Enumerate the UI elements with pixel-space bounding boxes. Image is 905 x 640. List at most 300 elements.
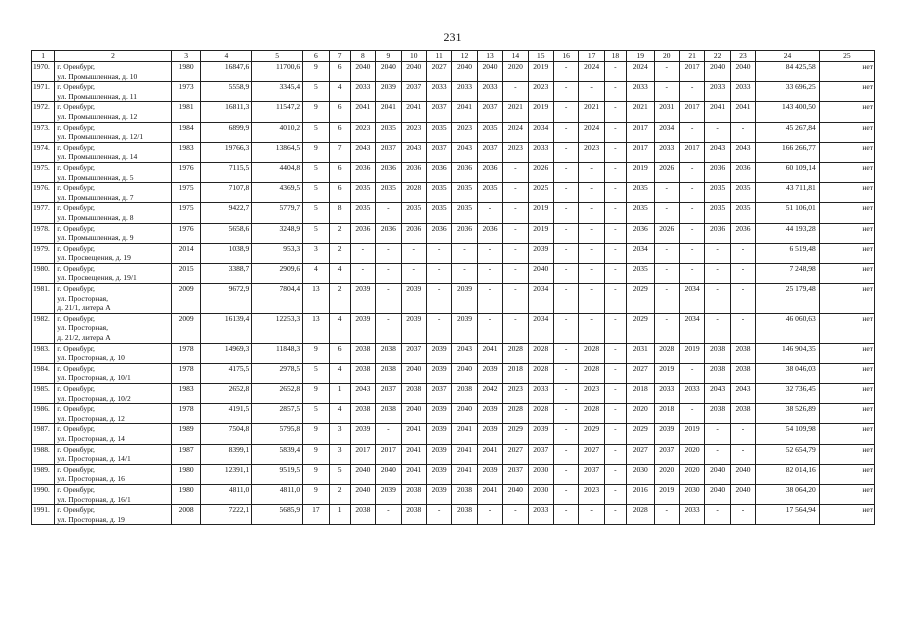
data-cell: 2033 (528, 505, 553, 525)
data-cell: 7115,5 (201, 162, 252, 182)
data-cell: 5839,4 (252, 444, 303, 464)
data-cell: 1983 (171, 384, 201, 404)
data-cell: 2039 (350, 284, 375, 314)
data-cell: 2035 (705, 183, 730, 203)
data-cell: 2040 (452, 363, 477, 383)
address-cell (55, 284, 171, 314)
address-line: г. Оренбург, (57, 102, 95, 112)
data-cell: 7 (329, 142, 350, 162)
address-cell (55, 82, 171, 102)
data-cell: 13864,5 (252, 142, 303, 162)
data-cell: 2036 (452, 223, 477, 243)
data-cell: 2039 (426, 464, 451, 484)
data-cell: - (705, 444, 730, 464)
data-cell: 2909,6 (252, 263, 303, 283)
data-cell: - (553, 464, 578, 484)
data-cell: 2043 (705, 384, 730, 404)
address-line: г. Оренбург, (57, 505, 95, 515)
data-cell: 2039 (477, 424, 502, 444)
address-line: ул. Просторная, д. 14/1 (57, 454, 131, 464)
data-cell: 2027 (503, 444, 528, 464)
data-cell: 2039 (376, 484, 401, 504)
data-cell: 14969,3 (201, 343, 252, 363)
data-cell: 2040 (705, 464, 730, 484)
data-cell: 2043 (350, 384, 375, 404)
data-cell: 2041 (477, 444, 502, 464)
data-cell: - (604, 183, 626, 203)
data-cell: 2035 (426, 122, 451, 142)
data-cell: нет (819, 464, 874, 484)
data-cell: 2039 (401, 313, 426, 343)
data-cell: 2027 (426, 62, 451, 82)
data-cell: 2019 (679, 424, 704, 444)
data-cell: 2021 (503, 102, 528, 122)
column-header: 14 (503, 51, 528, 62)
data-cell: 2034 (679, 284, 704, 314)
address-line: ул. Просторная, д. 10/1 (57, 373, 131, 383)
data-cell: 9 (303, 444, 329, 464)
data-cell: - (705, 313, 730, 343)
data-cell: 6 (329, 122, 350, 142)
data-cell: 2036 (730, 162, 755, 182)
row-number: 1986. (32, 404, 55, 424)
data-cell: - (705, 424, 730, 444)
data-cell: 2025 (528, 183, 553, 203)
address-line: ул. Промышленная, д. 8 (57, 212, 134, 222)
data-cell: 2041 (452, 102, 477, 122)
address-cell (55, 444, 171, 464)
data-cell: нет (819, 122, 874, 142)
address-line: г. Оренбург, (57, 404, 95, 414)
data-cell: 5658,6 (201, 223, 252, 243)
row-number: 1981. (32, 284, 55, 314)
data-cell: 2 (329, 284, 350, 314)
data-cell: - (452, 243, 477, 263)
data-cell: 4191,5 (201, 404, 252, 424)
data-cell: 2039 (426, 363, 451, 383)
data-cell: 5795,8 (252, 424, 303, 444)
data-cell: - (553, 162, 578, 182)
data-cell: 2039 (528, 424, 553, 444)
data-cell: 2020 (627, 404, 655, 424)
data-cell: 17 564,94 (756, 505, 820, 525)
data-cell: 2034 (627, 243, 655, 263)
data-cell: 2023 (401, 122, 426, 142)
data-cell: - (604, 122, 626, 142)
data-cell: 2033 (705, 82, 730, 102)
address-line: д. 21/2, литера А (57, 333, 111, 343)
data-cell: - (553, 82, 578, 102)
data-cell: 32 736,45 (756, 384, 820, 404)
data-cell: 11700,6 (252, 62, 303, 82)
data-cell: 2029 (627, 424, 655, 444)
data-cell: - (604, 384, 626, 404)
data-cell: 6 (329, 183, 350, 203)
data-cell: - (553, 183, 578, 203)
data-cell: 6 (329, 343, 350, 363)
column-header: 5 (252, 51, 303, 62)
address-line: ул. Промышленная, д. 9 (57, 233, 134, 243)
data-cell: 2033 (679, 505, 704, 525)
data-cell: 6899,9 (201, 122, 252, 142)
column-header: 2 (55, 51, 171, 62)
data-cell: 19766,3 (201, 142, 252, 162)
data-cell: 9 (303, 343, 329, 363)
data-cell: 2037 (426, 142, 451, 162)
data-cell: 7107,8 (201, 183, 252, 203)
data-cell: 2036 (426, 162, 451, 182)
data-cell: 5 (303, 183, 329, 203)
data-cell: 2038 (401, 384, 426, 404)
data-cell: 2016 (627, 484, 655, 504)
data-cell: 16139,4 (201, 313, 252, 343)
data-cell: 2034 (528, 122, 553, 142)
data-cell: - (376, 203, 401, 223)
data-cell: 7504,8 (201, 424, 252, 444)
data-cell: нет (819, 384, 874, 404)
data-cell: 2040 (730, 464, 755, 484)
data-cell: - (477, 284, 502, 314)
data-cell: 3 (329, 444, 350, 464)
data-cell: 2039 (426, 424, 451, 444)
data-cell: 2028 (579, 363, 604, 383)
address-cell (55, 313, 171, 343)
data-cell: 43 711,81 (756, 183, 820, 203)
data-cell: 1976 (171, 223, 201, 243)
data-cell: 9 (303, 384, 329, 404)
data-cell: - (604, 505, 626, 525)
data-cell: 2038 (350, 505, 375, 525)
data-cell: 2035 (477, 122, 502, 142)
data-cell: - (376, 424, 401, 444)
row-number: 1979. (32, 243, 55, 263)
data-cell: 2036 (350, 162, 375, 182)
table-row (32, 162, 875, 182)
data-cell: - (503, 183, 528, 203)
data-cell: 2036 (350, 223, 375, 243)
data-cell: 2033 (654, 384, 679, 404)
data-cell: 2041 (401, 102, 426, 122)
table-row (32, 102, 875, 122)
data-cell: 2039 (426, 484, 451, 504)
data-cell: 2039 (376, 82, 401, 102)
data-cell: - (579, 505, 604, 525)
data-cell: 2035 (401, 203, 426, 223)
data-cell: 2034 (654, 122, 679, 142)
data-cell: - (503, 82, 528, 102)
table-row (32, 284, 875, 314)
data-cell: 2041 (477, 343, 502, 363)
data-cell: 52 654,79 (756, 444, 820, 464)
address-line: г. Оренбург, (57, 203, 95, 213)
data-cell: 2029 (503, 424, 528, 444)
data-cell: 2038 (705, 343, 730, 363)
row-number: 1978. (32, 223, 55, 243)
data-cell: 4811,0 (201, 484, 252, 504)
data-cell: - (604, 203, 626, 223)
data-cell: 2043 (350, 142, 375, 162)
data-cell: 2019 (627, 162, 655, 182)
data-cell: 9 (303, 62, 329, 82)
address-line: г. Оренбург, (57, 263, 95, 273)
data-cell: - (604, 263, 626, 283)
data-cell: 4811,0 (252, 484, 303, 504)
data-cell: 2021 (579, 102, 604, 122)
data-cell: 2020 (679, 464, 704, 484)
data-cell: 13 (303, 313, 329, 343)
data-cell: - (604, 343, 626, 363)
column-header: 23 (730, 51, 755, 62)
data-cell: 2033 (528, 384, 553, 404)
row-number: 1990. (32, 484, 55, 504)
data-cell: 2040 (376, 62, 401, 82)
data-cell: нет (819, 203, 874, 223)
address-line: ул. Промышленная, д. 12/1 (57, 132, 144, 142)
table-row (32, 243, 875, 263)
address-line: ул. Просторная, д. 19 (57, 514, 125, 524)
data-cell: 2039 (426, 343, 451, 363)
data-cell: 2019 (528, 203, 553, 223)
row-number: 1987. (32, 424, 55, 444)
data-cell: - (452, 263, 477, 283)
column-header: 1 (32, 51, 55, 62)
data-cell: - (503, 284, 528, 314)
address-line: ул. Просторная, д. 12 (57, 413, 125, 423)
data-cell: - (553, 263, 578, 283)
data-cell: 2019 (679, 343, 704, 363)
data-cell: нет (819, 223, 874, 243)
table-row (32, 62, 875, 82)
data-cell: 2038 (401, 505, 426, 525)
data-cell: 2038 (730, 363, 755, 383)
data-cell: 11848,3 (252, 343, 303, 363)
data-cell: - (350, 263, 375, 283)
data-cell: 12391,1 (201, 464, 252, 484)
data-cell: 2040 (401, 363, 426, 383)
address-line: г. Оренбург, (57, 464, 95, 474)
data-cell: 2040 (705, 484, 730, 504)
data-cell: 2028 (627, 505, 655, 525)
data-cell: 2028 (401, 183, 426, 203)
data-cell: 1975 (171, 183, 201, 203)
table-row (32, 424, 875, 444)
data-cell: 2029 (627, 284, 655, 314)
data-cell: - (705, 243, 730, 263)
data-cell: 5685,9 (252, 505, 303, 525)
data-cell: 1987 (171, 444, 201, 464)
data-cell: 2020 (503, 62, 528, 82)
data-cell: - (679, 263, 704, 283)
address-line: г. Оренбург, (57, 62, 95, 71)
data-cell: 2039 (452, 284, 477, 314)
data-cell: 2037 (426, 102, 451, 122)
data-cell: - (679, 82, 704, 102)
row-number: 1970. (32, 62, 55, 82)
data-cell: 2017 (376, 444, 401, 464)
data-cell: - (376, 313, 401, 343)
data-cell: 2023 (579, 384, 604, 404)
address-cell (55, 203, 171, 223)
data-cell: - (730, 122, 755, 142)
data-cell: 2024 (503, 122, 528, 142)
data-cell: - (654, 505, 679, 525)
data-cell: - (654, 183, 679, 203)
data-cell: нет (819, 404, 874, 424)
row-number: 1971. (32, 82, 55, 102)
data-cell: 2035 (350, 203, 375, 223)
address-cell (55, 404, 171, 424)
data-cell: 2020 (679, 444, 704, 464)
data-cell: 2 (329, 223, 350, 243)
data-cell: - (705, 284, 730, 314)
data-cell: 1973 (171, 82, 201, 102)
data-cell: 2038 (376, 404, 401, 424)
data-cell: 6 (329, 62, 350, 82)
data-cell: 2036 (730, 223, 755, 243)
data-cell: 2037 (401, 82, 426, 102)
column-header: 6 (303, 51, 329, 62)
data-cell: 2037 (579, 464, 604, 484)
data-cell: 2037 (477, 142, 502, 162)
data-cell: 2009 (171, 284, 201, 314)
data-cell: 2035 (376, 183, 401, 203)
data-cell: 2043 (730, 142, 755, 162)
table-row (32, 82, 875, 102)
data-cell: 2037 (654, 444, 679, 464)
data-cell: 2037 (376, 384, 401, 404)
data-cell: 2040 (350, 484, 375, 504)
data-cell: 4 (303, 263, 329, 283)
address-line: г. Оренбург, (57, 484, 95, 494)
data-cell: 4010,2 (252, 122, 303, 142)
data-cell: 44 193,28 (756, 223, 820, 243)
data-cell: 13 (303, 284, 329, 314)
data-cell: - (654, 313, 679, 343)
address-cell (55, 384, 171, 404)
data-cell: 2039 (528, 243, 553, 263)
data-cell: 3248,9 (252, 223, 303, 243)
data-cell: 2028 (528, 404, 553, 424)
address-line: ул. Просторная, (57, 293, 108, 303)
row-number: 1989. (32, 464, 55, 484)
column-header: 22 (705, 51, 730, 62)
data-cell: 4404,8 (252, 162, 303, 182)
data-cell: 2036 (477, 162, 502, 182)
data-cell: - (679, 404, 704, 424)
data-cell: 2039 (477, 363, 502, 383)
data-cell: 2038 (376, 363, 401, 383)
data-cell: 2030 (528, 484, 553, 504)
address-line: ул. Промышленная, д. 10 (57, 71, 138, 81)
data-cell: - (503, 162, 528, 182)
data-cell: 2043 (730, 384, 755, 404)
data-cell: - (730, 284, 755, 314)
data-cell: 2041 (401, 424, 426, 444)
data-cell: 3388,7 (201, 263, 252, 283)
data-cell: 2 (329, 484, 350, 504)
data-cell: 4175,5 (201, 363, 252, 383)
data-cell: 4 (329, 404, 350, 424)
address-line: ул. Просторная, д. 14 (57, 433, 125, 443)
data-cell: - (426, 243, 451, 263)
address-line: ул. Промышленная, д. 11 (57, 91, 137, 101)
data-cell: 2034 (528, 313, 553, 343)
data-cell: - (604, 424, 626, 444)
data-cell: - (401, 263, 426, 283)
address-line: ул. Просвещения, д. 19/1 (57, 273, 137, 283)
row-number: 1982. (32, 313, 55, 343)
data-cell: - (604, 243, 626, 263)
row-number: 1976. (32, 183, 55, 203)
data-cell: 2043 (452, 142, 477, 162)
data-cell: 2041 (477, 484, 502, 504)
address-cell (55, 183, 171, 203)
data-cell: 2035 (627, 263, 655, 283)
table-row (32, 464, 875, 484)
data-cell: 11547,2 (252, 102, 303, 122)
data-cell: 2021 (627, 102, 655, 122)
data-cell: 2040 (477, 62, 502, 82)
data-cell: 2038 (730, 343, 755, 363)
table-row (32, 404, 875, 424)
data-cell: 143 400,50 (756, 102, 820, 122)
data-cell: - (503, 203, 528, 223)
data-cell: - (654, 263, 679, 283)
data-cell: - (579, 203, 604, 223)
data-cell: 82 014,16 (756, 464, 820, 484)
data-cell: нет (819, 444, 874, 464)
address-line: г. Оренбург, (57, 243, 95, 253)
data-cell: 2023 (579, 484, 604, 504)
data-cell: 2030 (627, 464, 655, 484)
data-cell: 2040 (730, 484, 755, 504)
data-cell: 84 425,58 (756, 62, 820, 82)
data-cell: 2043 (452, 343, 477, 363)
address-line: д. 21/1, литера А (57, 303, 111, 313)
data-cell: 4 (329, 263, 350, 283)
data-cell: - (553, 243, 578, 263)
data-cell: 2015 (171, 263, 201, 283)
data-cell: 2042 (477, 384, 502, 404)
data-cell: 17 (303, 505, 329, 525)
data-cell: 166 266,77 (756, 142, 820, 162)
data-cell: 2041 (705, 102, 730, 122)
data-cell: - (654, 203, 679, 223)
data-cell: 2029 (579, 424, 604, 444)
data-cell: - (376, 243, 401, 263)
data-cell: нет (819, 363, 874, 383)
data-cell: 1984 (171, 122, 201, 142)
address-cell (55, 363, 171, 383)
row-number: 1974. (32, 142, 55, 162)
column-header: 24 (756, 51, 820, 62)
data-cell: 2038 (705, 404, 730, 424)
data-cell: - (477, 505, 502, 525)
data-cell: 2036 (401, 223, 426, 243)
data-cell: - (503, 313, 528, 343)
data-cell: 2039 (350, 424, 375, 444)
address-line: г. Оренбург, (57, 284, 95, 294)
address-line: г. Оренбург, (57, 363, 95, 373)
data-cell: 146 904,35 (756, 343, 820, 363)
data-cell: 2023 (579, 142, 604, 162)
data-cell: - (477, 203, 502, 223)
data-cell: 2035 (730, 183, 755, 203)
data-cell: 2033 (528, 142, 553, 162)
data-cell: 2043 (401, 142, 426, 162)
data-cell: 2040 (452, 404, 477, 424)
data-cell: - (604, 404, 626, 424)
